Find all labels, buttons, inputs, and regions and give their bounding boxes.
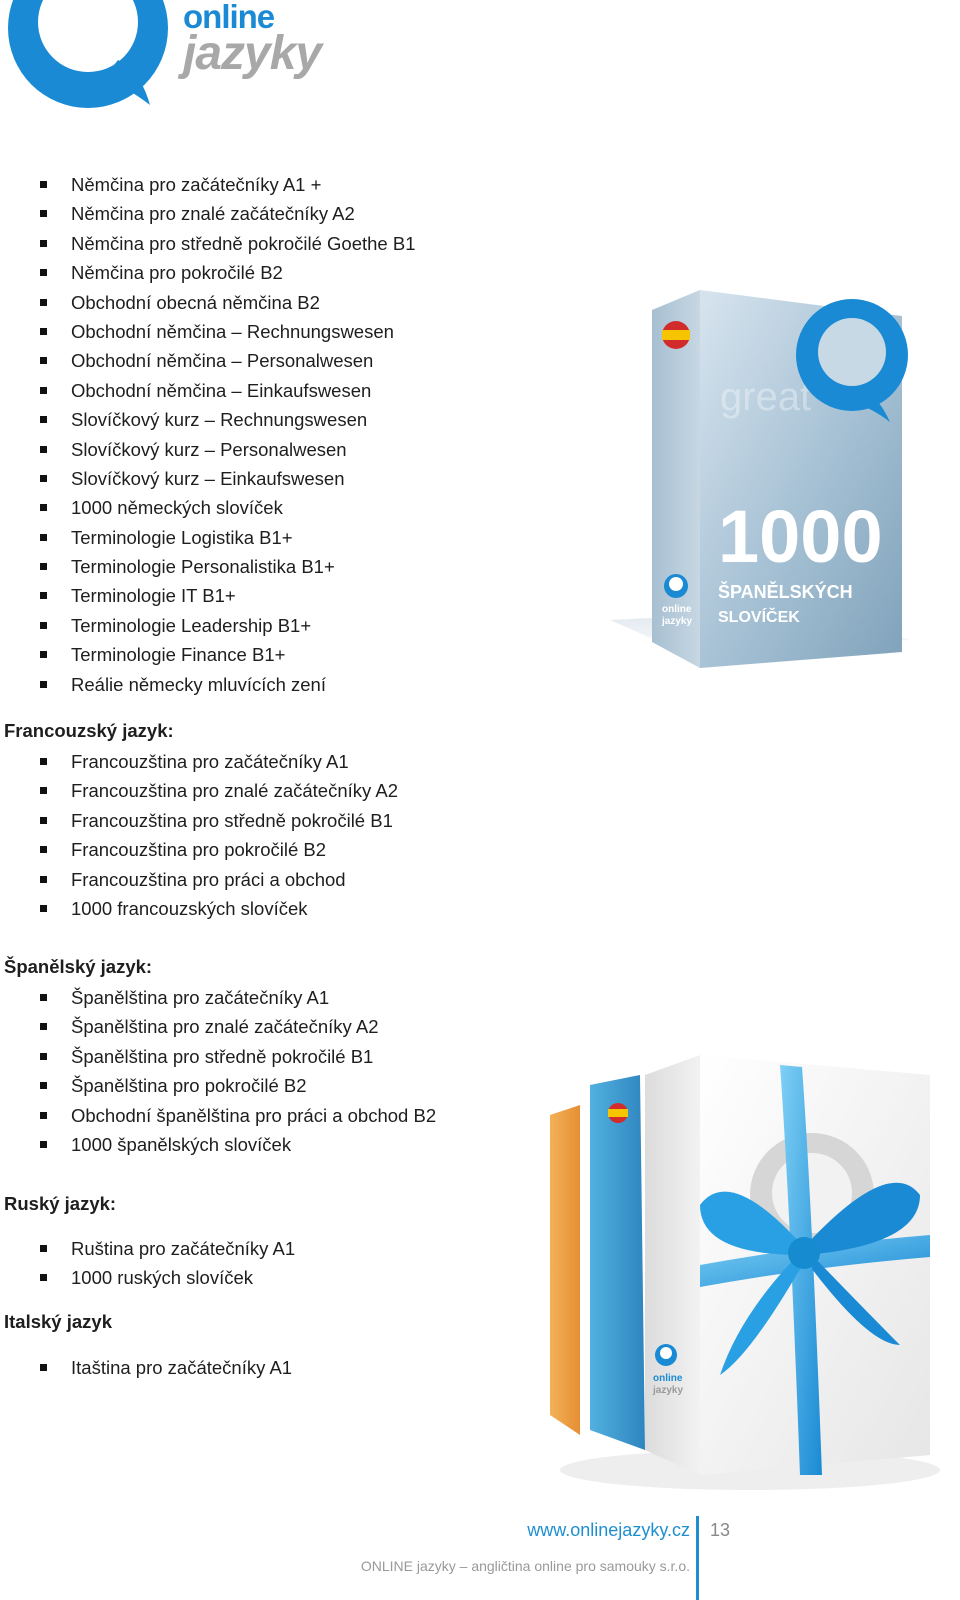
page-number: 13 [710, 1520, 731, 1540]
list-item: Němčina pro středně pokročilé Goethe B1 [40, 229, 560, 258]
italian-heading: Italský jazyk [4, 1311, 112, 1332]
footer-website-link[interactable]: www.onlinejazyky.cz [527, 1520, 690, 1540]
list-item: 1000 německých slovíček [40, 493, 560, 522]
square-bullet-icon [40, 504, 47, 511]
list-item: Terminologie IT B1+ [40, 581, 560, 610]
footer-company-name: ONLINE jazyky – angličtina online pro samouky s.r.o. [360, 1558, 690, 1574]
square-bullet-icon [40, 1141, 47, 1148]
list-item: Španělština pro pokročilé B2 [40, 1071, 560, 1100]
list-item: Němčina pro znalé začátečníky A2 [40, 199, 560, 228]
square-bullet-icon [40, 475, 47, 482]
blue-box [590, 1075, 645, 1450]
square-bullet-icon [40, 876, 47, 883]
russian-course-list [40, 1234, 560, 1293]
list-item: Španělština pro znalé začátečníky A2 [40, 1012, 560, 1041]
list-item: Slovíčkový kurz – Personalwesen [40, 435, 560, 464]
square-bullet-icon [40, 905, 47, 912]
box-side-brand-online: online [662, 604, 692, 615]
square-bullet-icon [40, 269, 47, 276]
gift-box-brand-jazyky: jazyky [653, 1385, 684, 1396]
logo-text-jazyky: jazyky [183, 27, 322, 80]
square-bullet-icon [40, 181, 47, 188]
square-bullet-icon [40, 1364, 47, 1371]
list-item: Obchodní obecná němčina B2 [40, 288, 560, 317]
list-item: Slovíčkový kurz – Rechnungswesen [40, 405, 560, 434]
list-item: Obchodní němčina – Einkaufswesen [40, 376, 560, 405]
square-bullet-icon [40, 817, 47, 824]
list-item: Itaština pro začátečníky A1 [40, 1353, 560, 1382]
square-bullet-icon [40, 416, 47, 423]
list-item: Obchodní němčina – Personalwesen [40, 346, 560, 375]
italian-course-list [40, 1353, 560, 1382]
list-item: Slovíčkový kurz – Einkaufswesen [40, 464, 560, 493]
list-item: Francouzština pro začátečníky A1 [40, 747, 560, 776]
box-side-brand-jazyky: jazyky [662, 616, 693, 627]
square-bullet-icon [40, 534, 47, 541]
spanish-course-list [40, 983, 560, 1159]
square-bullet-icon [40, 240, 47, 247]
square-bullet-icon [40, 563, 47, 570]
german-course-list [40, 170, 560, 699]
list-item: Němčina pro pokročilé B2 [40, 258, 560, 287]
list-item: Francouzština pro práci a obchod [40, 865, 560, 894]
list-item: 1000 španělských slovíček [40, 1130, 560, 1159]
square-bullet-icon [40, 328, 47, 335]
list-item: Reálie německy mluvících zení [40, 670, 560, 699]
list-item: 1000 ruských slovíček [40, 1263, 560, 1292]
list-item: Terminologie Leadership B1+ [40, 611, 560, 640]
french-heading: Francouzský jazyk: [4, 720, 174, 741]
square-bullet-icon [40, 1112, 47, 1119]
box-side-brand-icon [664, 574, 688, 598]
list-item: Francouzština pro středně pokročilé B1 [40, 806, 560, 835]
square-bullet-icon [40, 758, 47, 765]
square-bullet-icon [40, 592, 47, 599]
square-bullet-icon [40, 681, 47, 688]
list-item: Francouzština pro pokročilé B2 [40, 835, 560, 864]
list-item: Ruština pro začátečníky A1 [40, 1234, 560, 1263]
square-bullet-icon [40, 651, 47, 658]
french-course-list [40, 747, 560, 923]
orange-box [550, 1105, 580, 1435]
list-item: Terminologie Logistika B1+ [40, 523, 560, 552]
square-bullet-icon [40, 299, 47, 306]
box-title-line2: SLOVÍČEK [718, 609, 800, 626]
logo-text-online: online [183, 0, 275, 35]
square-bullet-icon [40, 1274, 47, 1281]
square-bullet-icon [40, 787, 47, 794]
gift-box-set-image [550, 1055, 940, 1495]
list-item: Terminologie Finance B1+ [40, 640, 560, 669]
square-bullet-icon [40, 1082, 47, 1089]
list-item: Obchodní němčina – Rechnungswesen [40, 317, 560, 346]
square-bullet-icon [40, 1245, 47, 1252]
square-bullet-icon [40, 210, 47, 217]
spain-flag-icon [662, 321, 690, 349]
square-bullet-icon [40, 846, 47, 853]
spanish-heading: Španělský jazyk: [4, 956, 153, 977]
square-bullet-icon [40, 622, 47, 629]
footer-divider [696, 1516, 699, 1600]
square-bullet-icon [40, 446, 47, 453]
square-bullet-icon [40, 1053, 47, 1060]
gift-box-brand-icon [655, 1344, 677, 1366]
box-title-line1: ŠPANĚLSKÝCH [718, 582, 853, 602]
list-item: Španělština pro středně pokročilé B1 [40, 1042, 560, 1071]
svg-text:great: great [720, 375, 812, 419]
square-bullet-icon [40, 1023, 47, 1030]
gift-box-brand-online: online [653, 1373, 683, 1384]
list-item: Obchodní španělština pro práci a obchod B2 [40, 1101, 560, 1130]
list-item: Terminologie Personalistika B1+ [40, 552, 560, 581]
box-number-1000: 1000 [718, 495, 883, 578]
list-item: Španělština pro začátečníky A1 [40, 983, 560, 1012]
list-item: 1000 francouzských slovíček [40, 894, 560, 923]
spanish-vocabulary-product-box [590, 290, 930, 710]
brand-logo [0, 0, 360, 120]
square-bullet-icon [40, 357, 47, 364]
speech-bubble-logo-icon [0, 0, 180, 120]
square-bullet-icon [40, 387, 47, 394]
square-bullet-icon [40, 994, 47, 1001]
russian-heading: Ruský jazyk: [4, 1193, 117, 1214]
list-item: Francouzština pro znalé začátečníky A2 [40, 776, 560, 805]
list-item: Němčina pro začátečníky A1 + [40, 170, 560, 199]
